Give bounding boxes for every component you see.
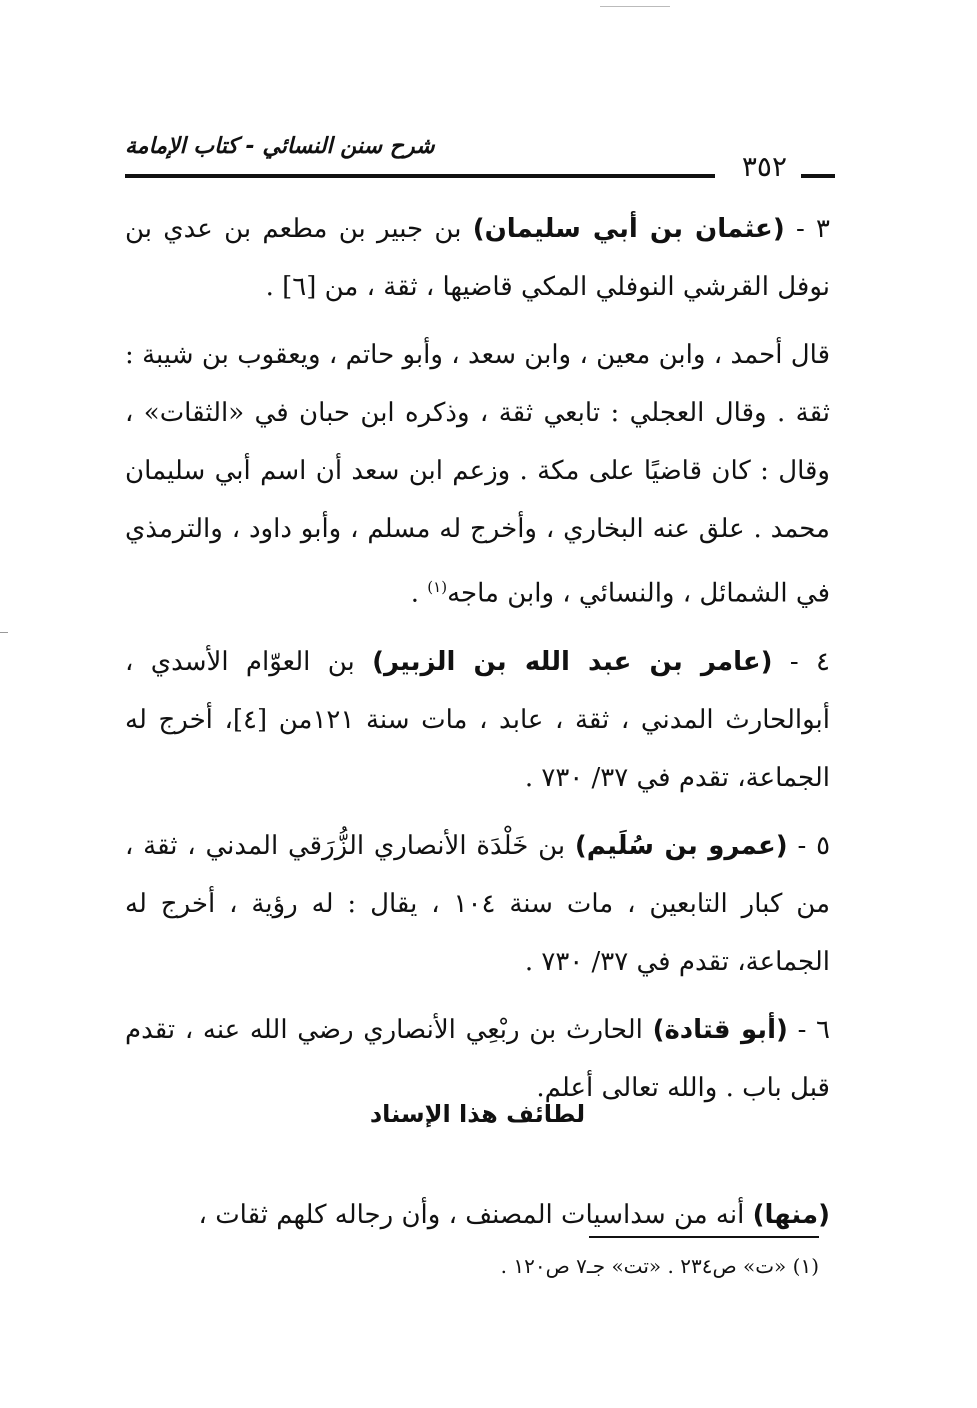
entry-number: ٦ - xyxy=(797,1014,830,1045)
narrator-commentary xyxy=(125,326,830,623)
header-rule-short xyxy=(801,174,835,178)
main-text xyxy=(125,200,830,1127)
benefit-text: أنه من سداسيات المصنف ، وأن رجاله كلهم ثقات ، xyxy=(198,1200,745,1230)
header-rule xyxy=(125,174,715,178)
entry-text: الحارث بن ربْعِي الأنصاري رضي الله عنه ، تقدم قبل باب . والله تعالى أعلم. xyxy=(125,1014,830,1103)
running-title: شرح سنن النسائي - كتاب الإمامة xyxy=(125,134,435,159)
narrator-entry-4 xyxy=(125,633,830,807)
narrator-name: (أبو قتادة) xyxy=(652,1014,788,1045)
footnote-rule xyxy=(589,1236,819,1238)
scan-artifact-mark xyxy=(0,632,8,633)
entry-text: بن العوّام الأسدي ، أبوالحارث المدني ، ثقة ، عابد ، مات سنة ١٢١من [٤]، أخرج له الجماعة، تقدم في ٣٧/ ٧٣٠ . xyxy=(125,646,830,793)
entry-number: ٥ - xyxy=(797,830,831,861)
narrator-name: (عثمان بن أبي سليمان) xyxy=(472,214,785,244)
entry-number: ٣ - xyxy=(795,214,830,244)
benefit-label: (منها) xyxy=(752,1200,830,1230)
entry-text: بن جبير بن مطعم بن عدي بن نوفل القرشي النوفلي المكي قاضيها ، ثقة ، من [٦] . xyxy=(125,214,830,302)
footnote-mark: (١) xyxy=(427,578,448,596)
narrator-entry-5 xyxy=(125,817,830,991)
entry-end: . xyxy=(410,578,428,609)
entry-text: قال أحمد ، وابن معين ، وابن سعد ، وأبو حاتم ، ويعقوب بن شيبة : ثقة . وقال العجلي : تابعي ثقة ، وذكره ابن حبان في «الثقات» ، وقال : كان قاضيًا على مكة . وزعم ابن سعد أن اسم أبي سليمان محمد . علق عنه البخاري ، وأخرج له مسلم ، وأبو داود ، والترمذي في الشمائل ، والنسائي ، وابن ماجه xyxy=(125,340,830,609)
page-header xyxy=(125,128,835,188)
scan-artifact-line xyxy=(600,6,670,7)
narrator-entry-3 xyxy=(125,200,830,316)
entry-number: ٤ - xyxy=(789,646,830,677)
narrator-name: (عمرو بن سُلَيم) xyxy=(574,830,788,861)
entry-text: بن خَلْدَة الأنصاري الزُّرَقي المدني ، ثقة ، من كبار التابعين ، مات سنة ١٠٤ ، يقال : له رؤية ، أخرج له الجماعة، تقدم في ٣٧/ ٧٣٠ . xyxy=(125,830,831,977)
footnote: (١) «ت» ص٢٣٤ . «تت» جـ٧ ص١٢٠ . xyxy=(500,1254,819,1278)
section-heading: لطائف هذا الإسناد xyxy=(369,1100,586,1128)
narrator-name: (عامر بن عبد الله بن الزبير) xyxy=(372,646,773,677)
page-number: ٣٥٢ xyxy=(741,150,787,183)
